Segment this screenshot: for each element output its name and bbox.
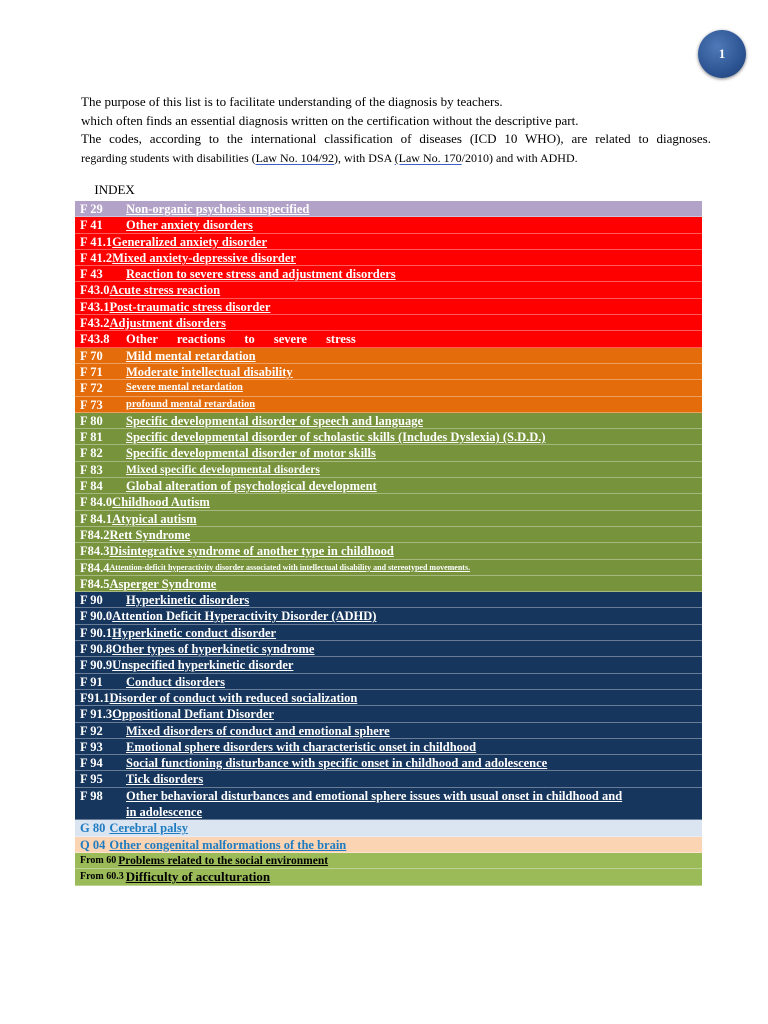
row-code: G 80 [80,821,106,836]
row-code: F 94 [80,756,103,771]
row-link[interactable]: Reaction to severe stress and adjustment disorders [126,267,396,282]
row-link[interactable]: Other anxiety disorders [126,218,253,233]
row-code: F 41 [80,218,103,233]
row-code: F 29 [80,202,103,216]
row-code: F 98 [80,788,103,803]
row-link[interactable]: Mixed specific developmental disorders [126,463,320,476]
law-170-link: (Law No. 170 [394,150,462,165]
table-row[interactable] [75,282,702,298]
row-link[interactable]: Attention Deficit Hyperactivity Disorder (ADHD) [112,609,377,624]
table-row[interactable] [75,657,702,673]
row-link[interactable]: Other congenital malformations of the brain [109,837,347,852]
row-link[interactable]: Global alteration of psychological development [126,479,377,494]
row-link[interactable]: Post-traumatic stress disorder [109,299,271,314]
row-link-wrap[interactable] [126,788,622,820]
row-link[interactable]: Generalized anxiety disorder [112,234,268,249]
row-link[interactable]: Other behavioral disturbances and emotional sphere issues with usual onset in childhood and [126,788,623,803]
row-link[interactable]: Moderate intellectual disability [126,364,293,379]
row-code: F 91.3 [80,707,113,722]
table-row[interactable] [75,674,702,690]
row-code: F 90.9 [80,658,113,673]
row-link[interactable]: Hyperkinetic disorders [126,593,250,608]
table-row[interactable] [75,413,702,429]
table-row[interactable] [75,820,702,836]
row-code: F84.5 [80,576,110,591]
intro-text [81,93,711,167]
row-link[interactable]: profound mental retardation [126,398,256,410]
intro-line-4-part-b: ), with DSA [333,150,395,165]
row-code: F43.1 [80,299,110,314]
row-code: F 43 [80,267,103,282]
row-code: F 90.8 [80,642,113,657]
row-link[interactable]: Attention-deficit hyperactivity disorder associated with intellectual disability and stereotyped movements. [109,562,471,572]
row-link[interactable]: Specific developmental disorder of speech and language [126,413,423,428]
table-row[interactable] [75,853,702,869]
table-row[interactable] [75,723,702,739]
page-number-badge: 1 [698,30,746,78]
table-row[interactable] [75,837,702,853]
row-code: F 41.2 [80,250,113,265]
table-row[interactable] [75,576,702,592]
row-link[interactable]: Asperger Syndrome [109,576,217,591]
table-row[interactable] [75,527,702,543]
table-row[interactable] [75,445,702,461]
table-row[interactable] [75,706,702,722]
row-link[interactable]: Cerebral palsy [109,821,188,836]
row-code: F 90.0 [80,609,113,624]
table-row[interactable] [75,201,702,217]
row-code: F 90.1 [80,625,113,640]
row-link[interactable]: Conduct disorders [126,674,225,689]
row-code: From 60.3 [80,871,124,883]
table-row[interactable] [75,234,702,250]
row-link[interactable]: Mixed anxiety-depressive disorder [112,250,296,265]
table-row[interactable] [75,299,702,315]
table-row[interactable] [75,250,702,266]
row-code: F 71 [80,364,103,379]
row-code: Q 04 [80,837,106,852]
index-title: INDEX [81,182,122,197]
row-code: F43.2 [80,316,110,331]
row-link[interactable]: Social functioning disturbance with specific onset in childhood and adolescence [126,756,548,771]
row-link[interactable]: Acute stress reaction [109,283,221,298]
table-row[interactable] [75,608,702,624]
row-code: F84.4 [80,560,110,575]
row-code: F43.0 [80,283,110,298]
table-row[interactable] [75,429,702,445]
intro-line-1: The purpose of this list is to facilitate understanding of the diagnosis by teachers. [81,94,503,109]
table-row[interactable] [75,478,702,494]
row-link[interactable]: Other reactions to severe stress [126,332,356,347]
row-code: F 80 [80,413,103,428]
row-link[interactable]: Mixed disorders of conduct and emotional sphere [126,723,390,738]
row-link[interactable]: Disintegrative syndrome of another type in childhood [109,544,394,559]
row-link[interactable]: Childhood Autism [112,495,210,510]
row-code: F84.2 [80,527,110,542]
row-link[interactable]: Emotional sphere disorders with characteristic onset in childhood [126,739,477,754]
row-code: F 90 [80,593,103,608]
row-code: F 41.1 [80,234,113,249]
row-code: F 84.1 [80,511,113,526]
row-link[interactable]: Problems related to the social environment [118,854,329,867]
table-row[interactable] [75,217,702,233]
row-link[interactable]: Tick disorders [126,772,204,787]
table-row[interactable] [75,348,702,364]
table-row[interactable] [75,331,702,347]
table-row[interactable] [75,543,702,559]
table-row[interactable] [75,592,702,608]
row-link[interactable]: Disorder of conduct with reduced socialization [109,690,358,705]
law-104-link: Law No. 104/92 [255,150,334,165]
table-row[interactable] [75,494,702,510]
row-link[interactable]: Severe mental retardation [126,382,243,394]
row-code: F 73 [80,397,103,412]
row-code: F 91 [80,674,103,689]
row-code: F 92 [80,723,103,738]
table-row[interactable] [75,364,702,380]
row-link[interactable]: Mild mental retardation [126,348,256,363]
table-row[interactable] [75,266,702,282]
row-link[interactable]: Difficulty of acculturation [125,869,271,885]
intro-line-3: The codes, according to the international classification of diseases (ICD 10 WHO), are related to diagnoses. [81,131,711,146]
row-link[interactable]: Unspecified hyperkinetic disorder [112,658,294,673]
table-row[interactable] [75,755,702,771]
row-code: F 84.0 [80,495,113,510]
table-row[interactable] [75,869,702,886]
row-code: F 81 [80,430,103,445]
intro-line-4-part-c: /2010) and with ADHD. [461,150,578,165]
table-row[interactable] [75,315,702,331]
row-code: F 93 [80,739,103,754]
row-link[interactable]: Rett Syndrome [109,527,191,542]
row-link[interactable]: Other types of hyperkinetic syndrome [112,642,315,657]
row-code: F91.1 [80,690,110,705]
row-link[interactable]: Atypical autism [112,511,197,526]
row-code: F43.8 [80,332,110,347]
table-row[interactable] [75,625,702,641]
row-code: F 72 [80,381,103,396]
row-code: F 95 [80,772,103,787]
table-row[interactable] [75,397,702,413]
row-link-continued[interactable]: in adolescence [126,804,203,819]
row-link[interactable]: Specific developmental disorder of motor skills [126,446,376,461]
row-link[interactable]: Hyperkinetic conduct disorder [112,625,277,640]
intro-line-4 [81,149,711,168]
diagnosis-index-table [75,201,702,886]
intro-line-4-part-a: regarding students with disabilities ( [81,150,256,165]
row-code: From 60 [80,854,117,866]
table-row[interactable] [75,690,702,706]
table-row[interactable] [75,511,702,527]
row-link[interactable]: Adjustment disorders [109,316,226,331]
row-code: F 82 [80,446,103,461]
row-code: F84.3 [80,544,110,559]
table-row[interactable] [75,560,702,576]
row-code: F 83 [80,462,103,477]
table-row[interactable] [75,771,702,787]
table-row[interactable] [75,462,702,478]
row-link[interactable]: Oppositional Defiant Disorder [112,707,274,722]
row-code: F 70 [80,348,103,363]
row-link[interactable]: Non-organic psychosis unspecified [126,202,310,216]
table-row[interactable] [75,788,702,821]
row-link[interactable]: Specific developmental disorder of scholastic skills (Includes Dyslexia) (S.D.D.) [126,430,546,445]
table-row[interactable] [75,641,702,657]
row-code: F 84 [80,479,103,494]
intro-line-2: which often finds an essential diagnosis written on the certification without the descriptive part. [81,112,579,128]
table-row[interactable] [75,380,702,396]
table-row[interactable] [75,739,702,755]
